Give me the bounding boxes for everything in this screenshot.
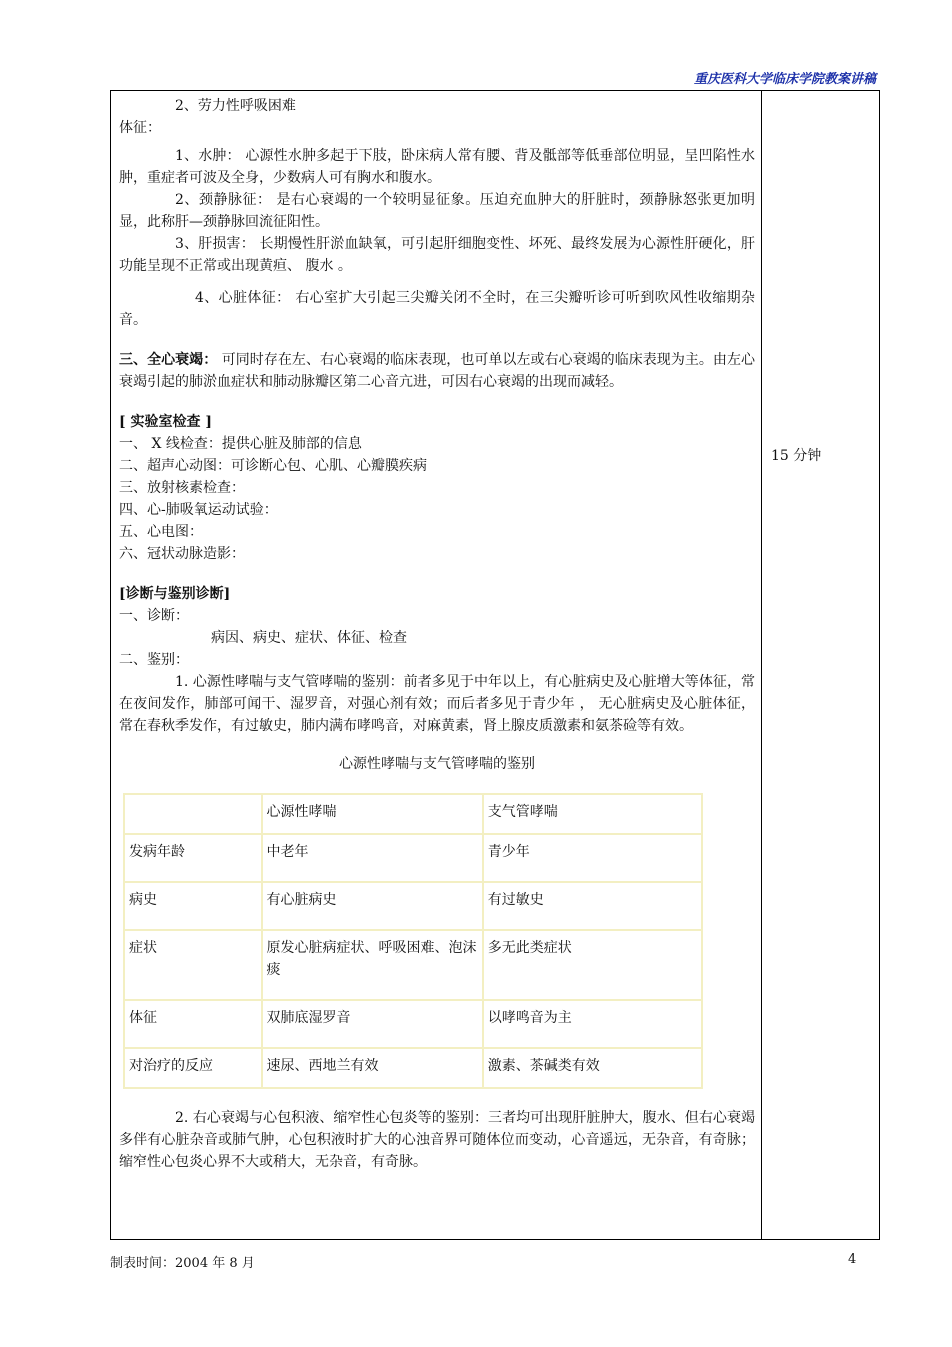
table-cell: 有过敏史 (483, 882, 702, 930)
time-allocation: 15 分钟 (771, 448, 822, 464)
table-row (124, 834, 702, 882)
differential-asthma: 1. 心源性哮喘与支气管哮喘的鉴别：前者多见于中年以上，有心脏病史及心脏增大等体征，常在夜间发作，肺部可闻干、湿罗音，对强心剂有效；而后者多见于青少年 ， 无心脏病史及心脏体征，常在春秋季发作，有过敏史，肺内满布哮鸣音，对麻黄素，肾上腺皮质激素和氨茶硷等有效。 (119, 674, 755, 734)
table-cell: 双肺底湿罗音 (262, 1000, 483, 1048)
lab-item: 一、 X 线检查：提供心脏及肺部的信息 (119, 436, 362, 452)
table-cell: 有心脏病史 (262, 882, 483, 930)
table-cell: 多无此类症状 (483, 930, 702, 1000)
section-total-heart-failure-title: 三、全心衰竭： (119, 352, 218, 368)
section-total-heart-failure (119, 349, 755, 393)
table-header-cell: 心源性哮喘 (262, 794, 483, 834)
footer-date: 制表时间：2004 年 8 月 (110, 1256, 255, 1271)
column-divider (761, 91, 762, 1239)
table-cell: 原发心脏病症状、呼吸困难、泡沫痰 (262, 930, 483, 1000)
table-row (124, 930, 702, 1000)
lecture-table (110, 90, 880, 1240)
page-number: 4 (848, 1252, 857, 1267)
table-cell: 发病年龄 (124, 834, 262, 882)
diagnosis-subheading: 一、诊断： (119, 608, 189, 624)
section-total-heart-failure-text: 可同时存在左、右心衰竭的临床表现，也可单以左或右心衰竭的临床表现为主。由左心衰竭引起的肺淤血症状和肺动脉瓣区第二心音亢进，可因右心衰竭的出现而减轻。 (119, 352, 756, 390)
lab-item: 四、心-肺吸氧运动试验： (119, 502, 278, 518)
lab-item: 三、放射核素检查： (119, 480, 245, 496)
lab-item: 五、心电图： (119, 524, 203, 540)
sign-heart: 4、心脏体征： 右心室扩大引起三尖瓣关闭不全时，在三尖瓣听诊可听到吹风性收缩期杂音。 (119, 290, 755, 328)
table-cell: 激素、茶碱类有效 (483, 1048, 702, 1088)
sign-edema: 1、水肿： 心源性水肿多起于下肢，卧床病人常有腰、背及骶部等低垂部位明显，呈凹陷性水肿，重症者可波及全身，少数病人可有胸水和腹水。 (119, 148, 755, 186)
table-row (124, 882, 702, 930)
table-row (124, 1048, 702, 1088)
table-header-cell: 支气管哮喘 (483, 794, 702, 834)
table-cell: 青少年 (483, 834, 702, 882)
table-header-cell (124, 794, 262, 834)
table-cell: 症状 (124, 930, 262, 1000)
table-header-row (124, 794, 702, 834)
table-cell: 体征 (124, 1000, 262, 1048)
lab-item: 六、冠状动脉造影： (119, 546, 245, 562)
table-row (124, 1000, 702, 1048)
lab-heading: [ 实验室检查 ] (119, 414, 212, 430)
differential-pericardial: 2. 右心衰竭与心包积液、缩窄性心包炎等的鉴别：三者均可出现肝脏肿大，腹水、但右心衰竭多伴有心脏杂音或肺气肿，心包积液时扩大的心浊音界可随体位而变动，心音遥远，无杂音，有奇脉；缩窄性心包炎心界不大或稍大，无杂音，有奇脉。 (119, 1110, 755, 1170)
diagnosis-items: 病因、病史、症状、体征、检查 (211, 630, 407, 646)
table-cell: 对治疗的反应 (124, 1048, 262, 1088)
sign-liver: 3、肝损害： 长期慢性肝淤血缺氧，可引起肝细胞变性、坏死、最终发展为心源性肝硬化，肝功能呈现不正常或出现黄疸、 腹水 。 (119, 236, 755, 274)
comparison-table (123, 793, 703, 1089)
symptom-line: 2、劳力性呼吸困难 (175, 98, 296, 114)
lecture-content (119, 95, 755, 1173)
table-cell: 病史 (124, 882, 262, 930)
table-caption: 心源性哮喘与支气管哮喘的鉴别 (339, 756, 535, 772)
table-cell: 以哮鸣音为主 (483, 1000, 702, 1048)
page-header-title: 重庆医科大学临床学院教案讲稿 (693, 72, 876, 87)
lab-item: 二、超声心动图：可诊断心包、心肌、心瓣膜疾病 (119, 458, 427, 474)
table-cell: 速尿、西地兰有效 (262, 1048, 483, 1088)
table-cell: 中老年 (262, 834, 483, 882)
sign-jugular: 2、颈静脉征： 是右心衰竭的一个较明显征象。压迫充血肿大的肝脏时，颈静脉怒张更加明显，此称肝—颈静脉回流征阳性。 (119, 192, 755, 230)
signs-heading: 体征： (119, 120, 161, 136)
differential-subheading: 二、鉴别： (119, 652, 189, 668)
diagnosis-heading: [诊断与鉴别诊断] (119, 586, 231, 602)
